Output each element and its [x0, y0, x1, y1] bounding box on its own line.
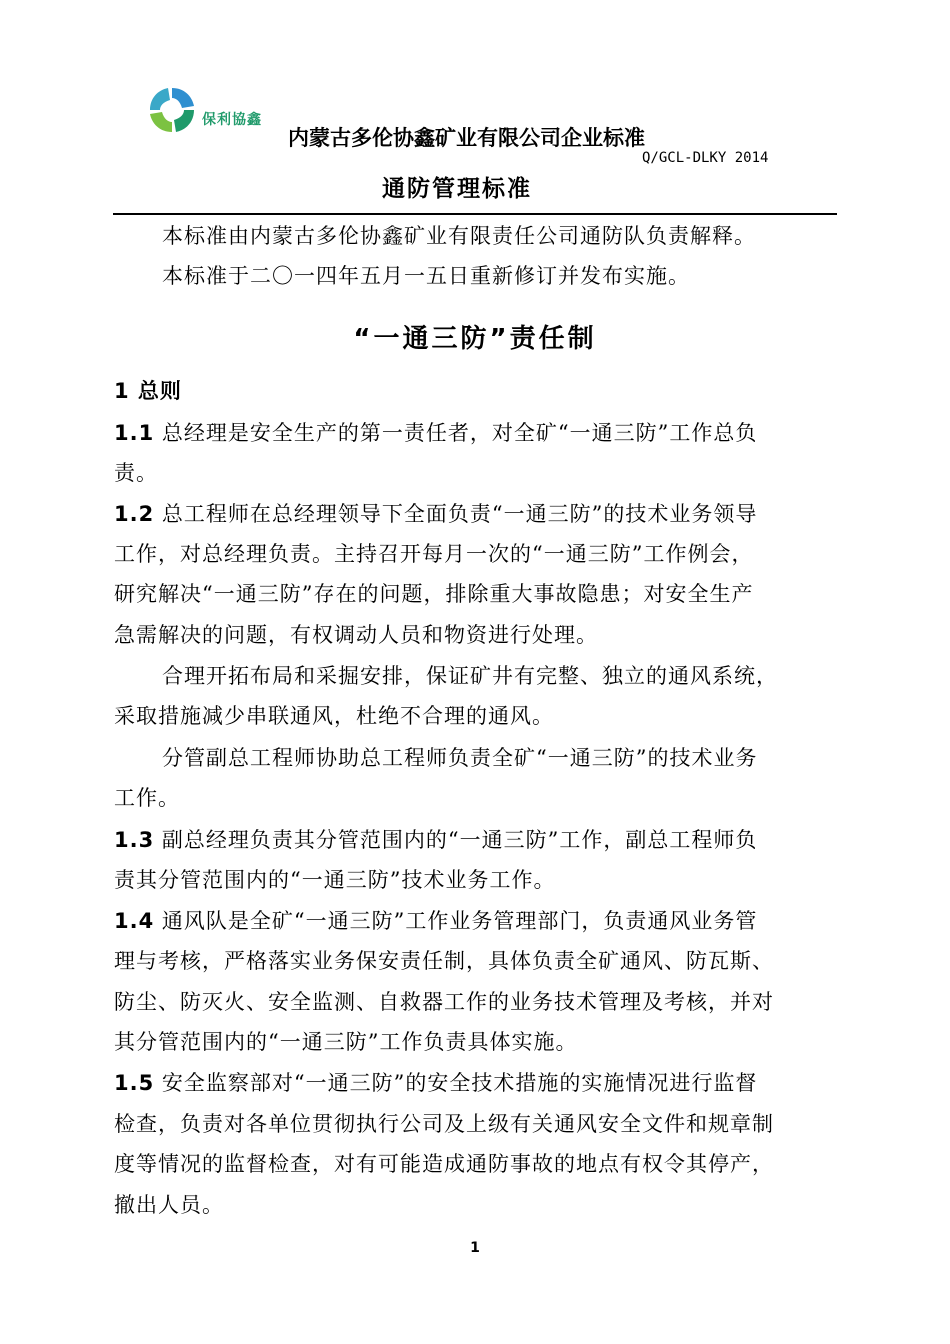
paragraph-text: 总工程师在总经理领导下全面负责“一通三防”的技术业务领导 — [154, 502, 758, 526]
paragraph-1-4-line-1 — [114, 905, 757, 935]
clause-number: 1.2 — [114, 502, 155, 526]
paragraph-text: 总经理是安全生产的第一责任者，对全矿“一通三防”工作总负 — [154, 421, 758, 445]
paragraph-1-2-line-4: 急需解决的问题，有权调动人员和物资进行处理。 — [114, 623, 598, 647]
clause-number: 1.3 — [114, 828, 155, 852]
paragraph-text: 通风队是全矿“一通三防”工作业务管理部门，负责通风业务管 — [154, 909, 758, 933]
paragraph-1-1-line-1 — [114, 417, 757, 447]
paragraph-1-2-line-3: 研究解决“一通三防”存在的问题，排除重大事故隐患；对安全生产 — [114, 582, 754, 606]
paragraph-1-3-line-2: 责其分管范围内的“一通三防”技术业务工作。 — [114, 868, 556, 892]
paragraph-1-4-line-4: 其分管范围内的“一通三防”工作负责具体实施。 — [114, 1030, 578, 1054]
paragraph-1-2b-line-1: 合理开拓布局和采掘安排，保证矿井有完整、独立的通风系统， — [162, 664, 778, 688]
paragraph-1-5-line-1 — [114, 1067, 757, 1097]
paragraph-text: 安全监察部对“一通三防”的安全技术措施的实施情况进行监督 — [154, 1071, 758, 1095]
paragraph-1-2-line-1 — [114, 498, 757, 528]
paragraph-1-2c-line-2: 工作。 — [114, 786, 180, 810]
paragraph-1-2c-line-1: 分管副总工程师协助总工程师负责全矿“一通三防”的技术业务 — [162, 746, 758, 770]
paragraph-1-5-line-3: 度等情况的监督检查，对有可能造成通防事故的地点有权令其停产， — [114, 1152, 774, 1176]
logo-text: 保利協鑫 — [202, 112, 262, 128]
page-number: 1 — [470, 1240, 480, 1256]
standard-code: Q/GCL-DLKY 2014 — [642, 150, 769, 166]
clause-number: 1.1 — [114, 421, 155, 445]
clause-number: 1.5 — [114, 1071, 155, 1095]
section-heading: 1 总则 — [114, 379, 182, 403]
paragraph-1-5-line-2: 检查，负责对各单位贯彻执行公司及上级有关通风安全文件和规章制 — [114, 1112, 774, 1136]
clause-number: 1.4 — [114, 909, 155, 933]
header-rule — [113, 213, 837, 215]
intro-line-2: 本标准于二〇一四年五月一五日重新修订并发布实施。 — [162, 264, 690, 288]
standard-title: 通防管理标准 — [382, 176, 532, 202]
document-title: “一通三防”责任制 — [353, 324, 597, 354]
paragraph-text: 副总经理负责其分管范围内的“一通三防”工作，副总工程师负 — [154, 828, 758, 852]
intro-line-1: 本标准由内蒙古多伦协鑫矿业有限责任公司通防队负责解释。 — [162, 224, 756, 248]
paragraph-1-5-line-4: 撤出人员。 — [114, 1193, 224, 1217]
swirl-logo-icon — [146, 84, 198, 136]
paragraph-1-2b-line-2: 采取措施减少串联通风，杜绝不合理的通风。 — [114, 704, 554, 728]
paragraph-1-2-line-2: 工作，对总经理负责。主持召开每月一次的“一通三防”工作例会， — [114, 542, 754, 566]
paragraph-1-4-line-3: 防尘、防灭火、安全监测、自救器工作的业务技术管理及考核，并对 — [114, 990, 774, 1014]
company-name: 内蒙古多伦协鑫矿业有限公司企业标准 — [288, 126, 645, 150]
paragraph-1-4-line-2: 理与考核，严格落实业务保安责任制，具体负责全矿通风、防瓦斯、 — [114, 949, 774, 973]
paragraph-1-3-line-1 — [114, 824, 757, 854]
paragraph-1-1-line-2: 责。 — [114, 461, 158, 485]
